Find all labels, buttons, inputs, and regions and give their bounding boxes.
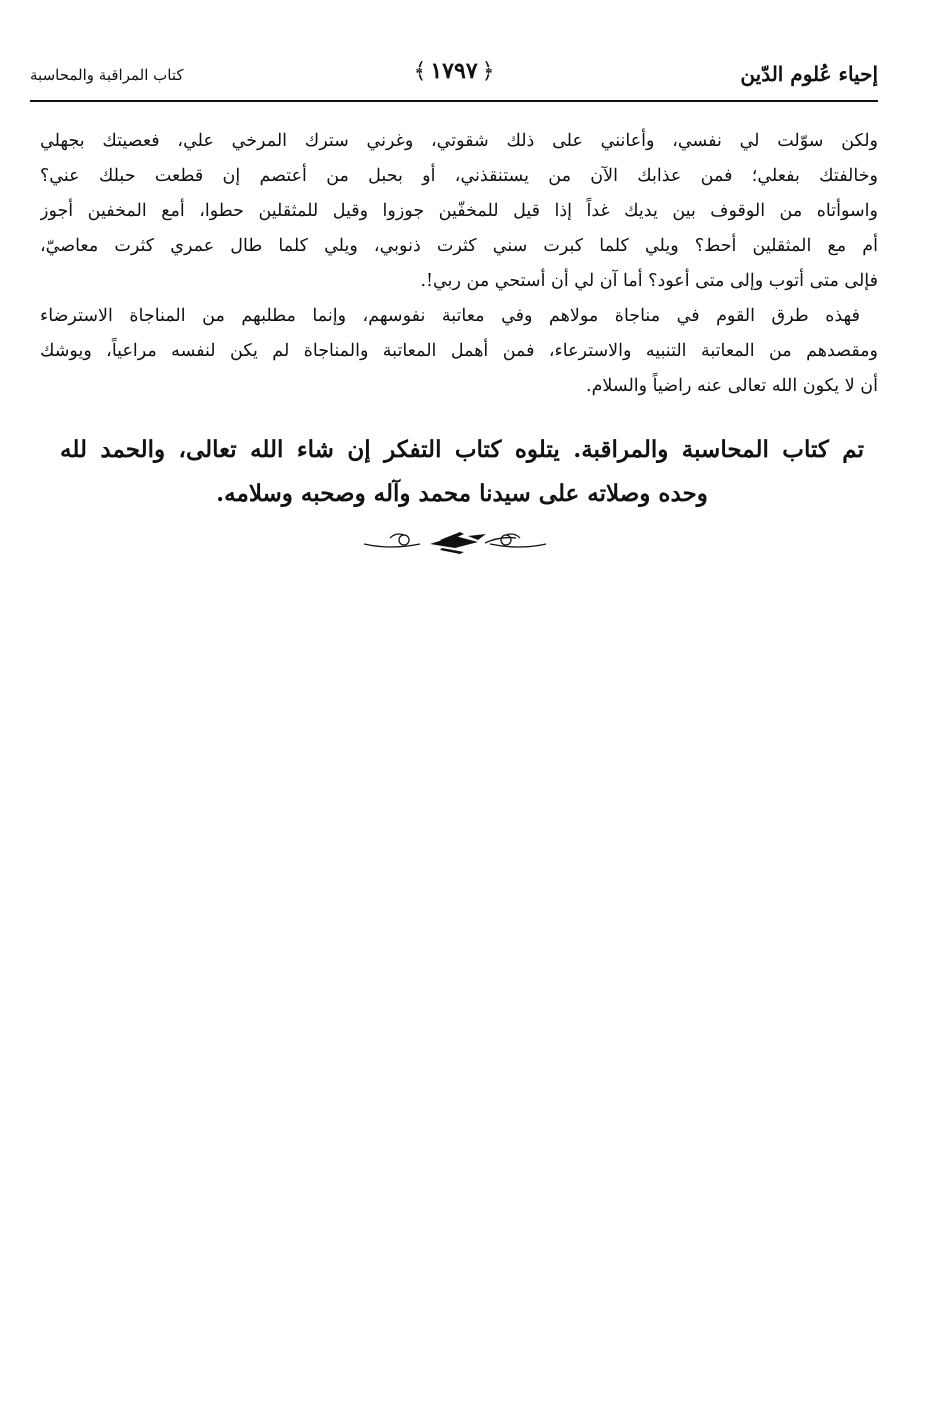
closing-line: تم كتاب المحاسبة والمراقبة. يتلوه كتاب التفكر إن شاء الله تعالى، والحمد لله (60, 436, 864, 463)
text-line: ولكن سوّلت لي نفسي، وأعانني على ذلك شقوتي، وغرني سترك المرخي علي، فعصيتك بجهلي (40, 131, 878, 151)
text-line: أن لا يكون الله تعالى عنه راضياً والسلام. (586, 376, 878, 396)
closing-statement (60, 428, 864, 516)
chapter-title: كتاب المراقبة والمحاسبة (30, 66, 184, 84)
text-line: فإلى متى أتوب وإلى متى أعود؟ أما آن لي أن أستحي من ربي!. (420, 271, 878, 291)
end-ornament-icon (360, 528, 550, 558)
ornate-bracket-right-icon: ﴿ (481, 58, 495, 84)
header-divider (30, 100, 878, 102)
text-line: ومقصدهم من المعاتبة التنبيه والاسترعاء، فمن أهمل المعاتبة والمناجاة لم يكن لنفسه مراعياً، ويوشك (40, 341, 878, 361)
closing-line: وحده وصلاته على سيدنا محمد وآله وصحبه وسلامه. (216, 480, 708, 507)
text-line: وخالفتك بفعلي؛ فمن عذابك الآن من يستنقذني، أو بحبل من أعتصم إن قطعت حبلك عني؟ (40, 166, 878, 186)
page-number-block (413, 58, 494, 84)
text-line: واسوأتاه من الوقوف بين يديك غداً إذا قيل للمخفّين جوزوا وقيل للمثقلين حطوا، أمع المخفين أجوز (40, 201, 878, 221)
text-line: فهذه طرق القوم في مناجاة مولاهم وفي معاتبة نفوسهم، وإنما مطلبهم من المناجاة الاسترضاء (40, 306, 860, 326)
page-number: ١٧٩٧ (430, 58, 478, 84)
running-header (30, 52, 878, 98)
ornate-bracket-left-icon: ﴾ (413, 58, 427, 84)
main-text (40, 124, 878, 404)
text-line: أم مع المثقلين أحط؟ ويلي كلما كبرت سني كثرت ذنوبي، ويلي كلما طال عمري كثرت معاصيّ، (40, 236, 878, 256)
book-title: إحياء عُلوم الدّين (740, 62, 878, 86)
